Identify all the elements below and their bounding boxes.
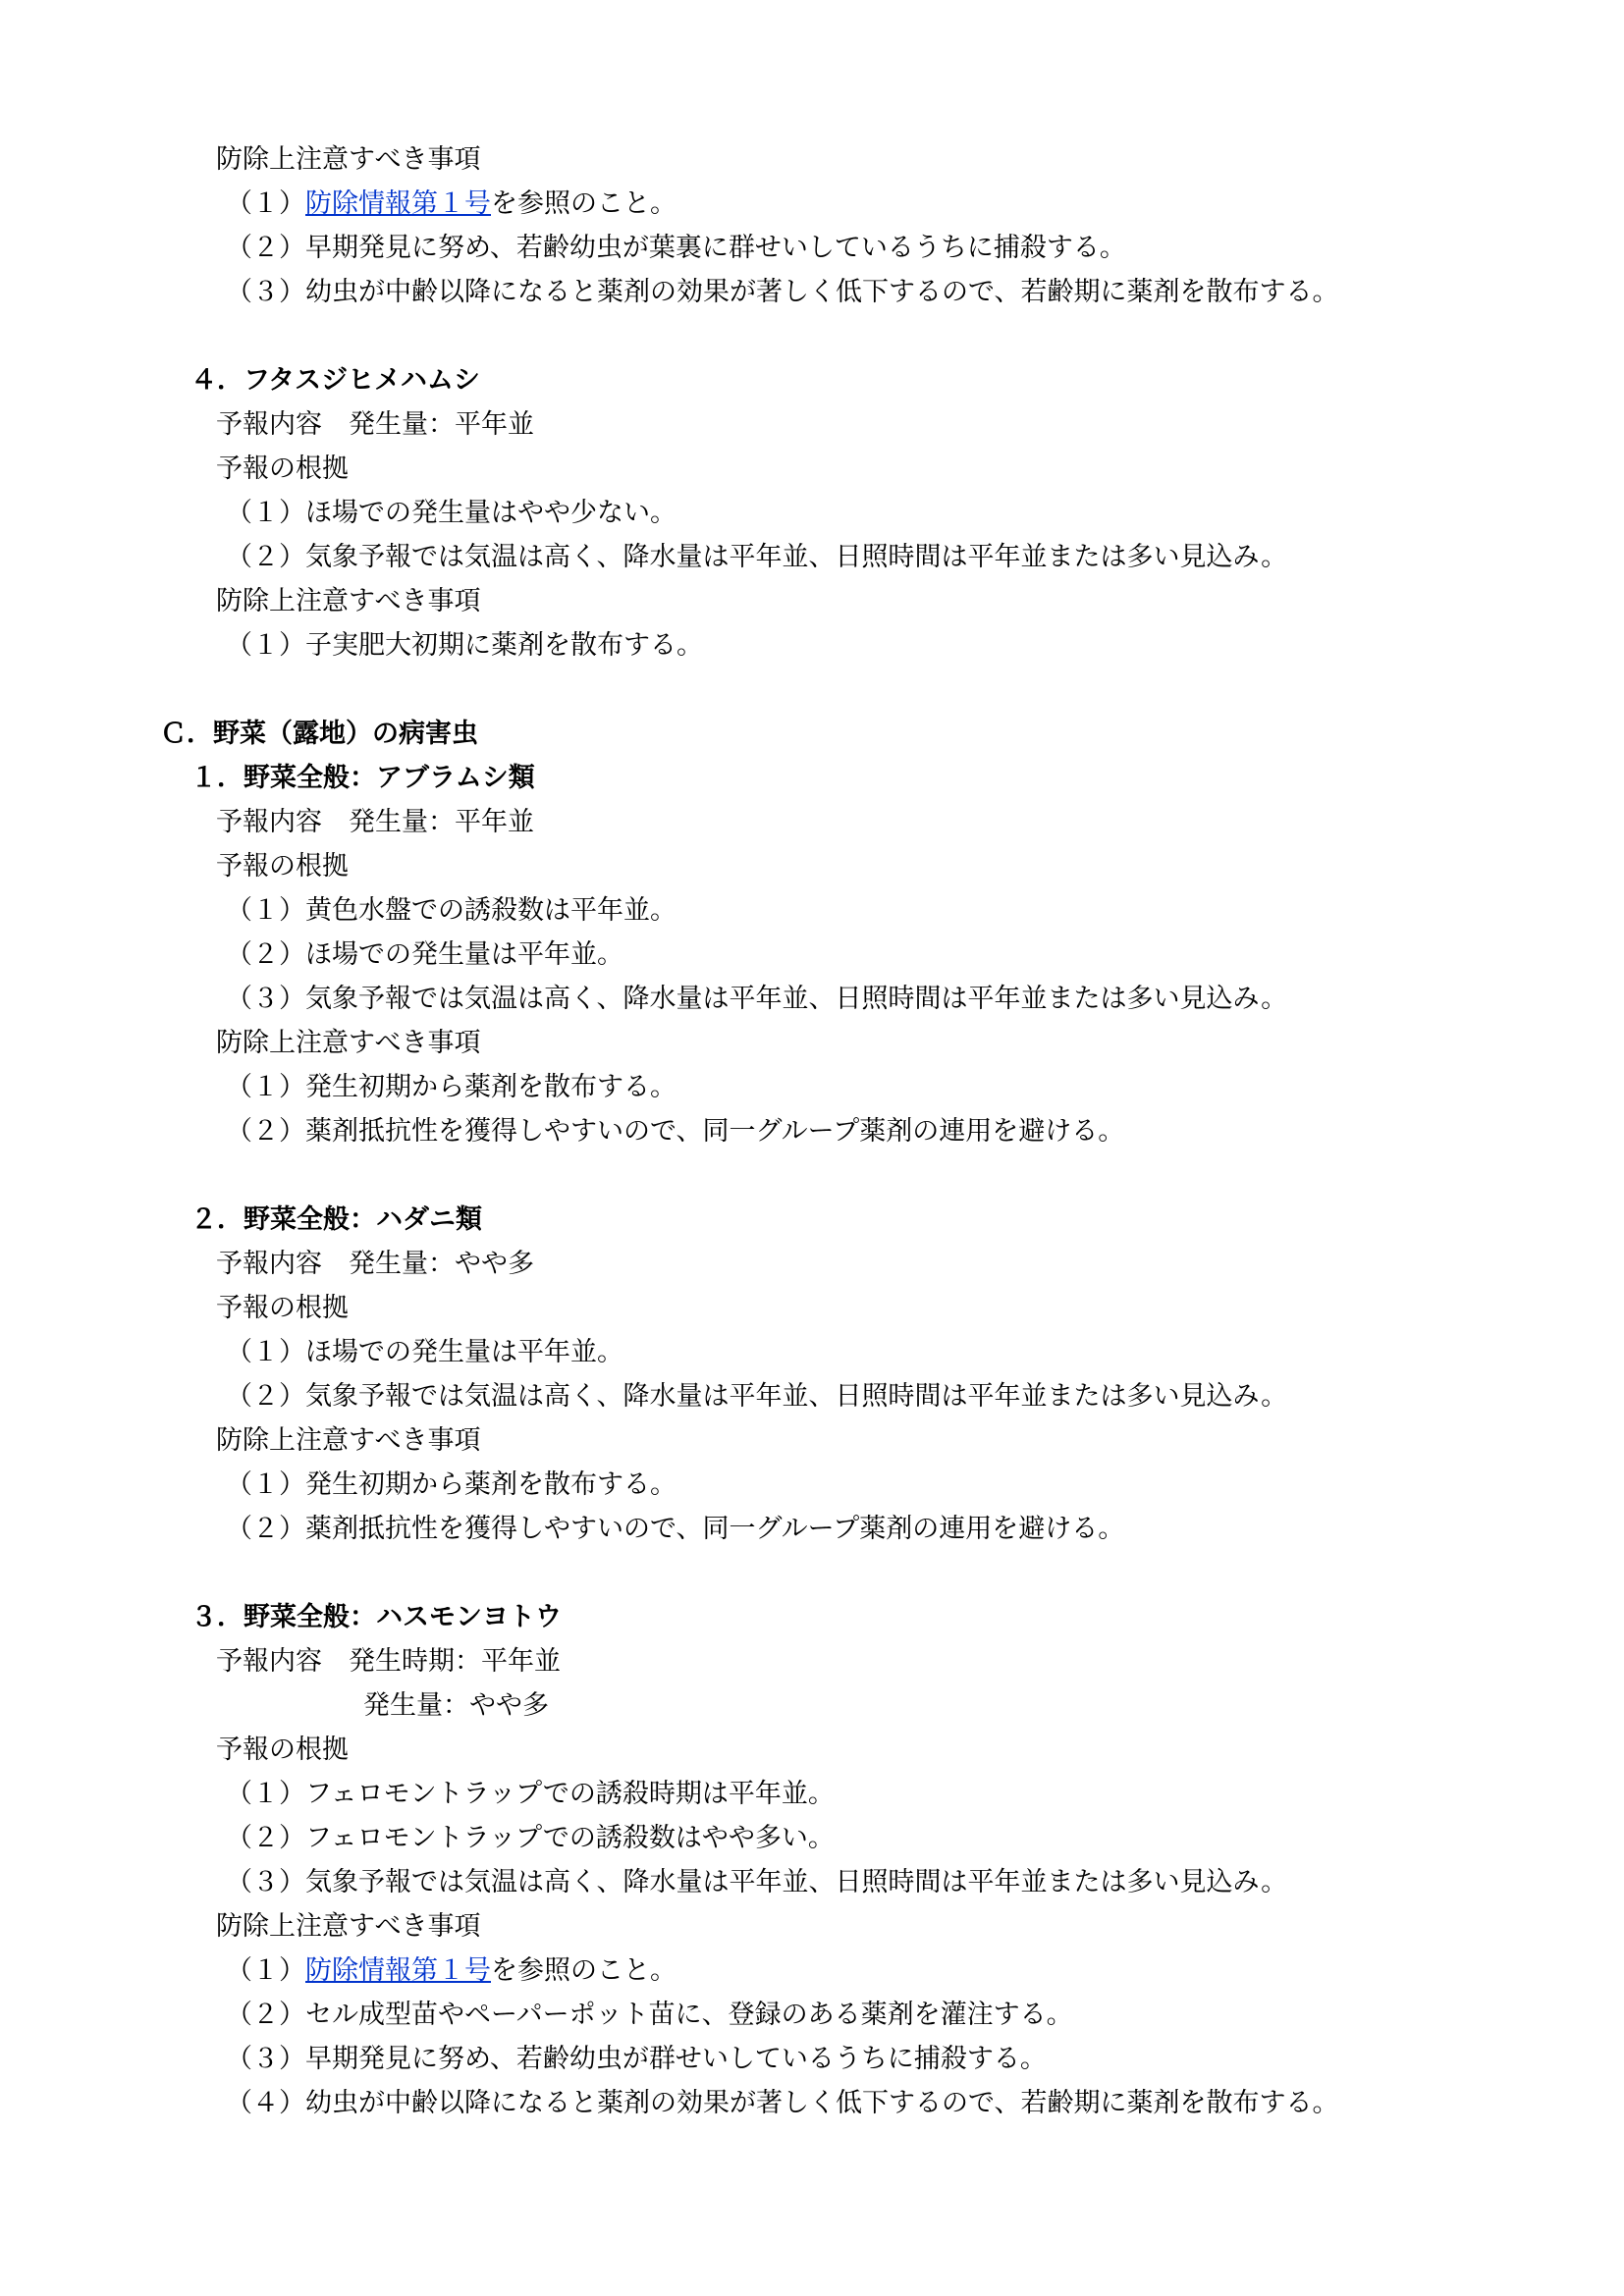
prevention-item: （２）セル成型苗やペーパーポット苗に、登録のある薬剤を灌注する。 [226,2000,1073,2030]
prevention-item: （１）子実肥大初期に薬剤を散布する。 [226,630,703,661]
prevention-item: （２）薬剤抵抗性を獲得しやすいので、同一グループ薬剤の連用を避ける。 [226,1514,1125,1544]
basis-item: （１）ほ場での発生量はやや少ない。 [226,498,677,528]
basis-item: （１）ほ場での発生量は平年並。 [226,1337,623,1367]
item-number: （３） [226,277,305,307]
basis-item: （２）フェロモントラップでの誘殺数はやや多い。 [226,1823,835,1853]
forecast-line: 予報内容 発生量：平年並 [216,807,534,837]
bojo-joho-link[interactable]: 防除情報第１号 [305,188,491,219]
prevention-item: （１）発生初期から薬剤を散布する。 [226,1469,677,1500]
forecast-line: 予報内容 発生量：平年並 [216,409,534,440]
prevention-item-1 [226,1953,677,1989]
forecast-line: 予報内容 発生量：やや多 [216,1249,534,1279]
item-text: を参照のこと。 [491,188,677,219]
item-text: を参照のこと。 [491,1955,677,1986]
basis-item: （３）気象予報では気温は高く、降水量は平年並、日照時間は平年並または多い見込み。 [226,984,1288,1014]
basis-item: （２）気象予報では気温は高く、降水量は平年並、日照時間は平年並または多い見込み。 [226,542,1288,572]
basis-item: （２）気象予報では気温は高く、降水量は平年並、日照時間は平年並または多い見込み。 [226,1381,1288,1412]
prevention-item-3 [226,275,1338,310]
prevention-item-1 [226,187,677,222]
pest-title-cutworm: ３．野菜全般：ハスモンヨトウ [190,1602,562,1632]
prevention-heading: 防除上注意すべき事項 [216,1028,481,1058]
basis-item: （３）気象予報では気温は高く、降水量は平年並、日照時間は平年並または多い見込み。 [226,1867,1288,1897]
pest-title-futasuji: ４．フタスジヒメハムシ [190,365,480,396]
prevention-item: （４）幼虫が中齢以降になると薬剤の効果が著しく低下するので、若齢期に薬剤を散布する。 [226,2088,1339,2118]
basis-heading: 予報の根拠 [216,454,349,484]
basis-heading: 予報の根拠 [216,851,349,881]
basis-item: （１）黄色水盤での誘殺数は平年並。 [226,895,677,926]
prevention-item: （１）発生初期から薬剤を散布する。 [226,1072,677,1102]
prevention-item: （３）早期発見に努め、若齢幼虫が群せいしているうちに捕殺する。 [226,2044,1047,2074]
prevention-heading: 防除上注意すべき事項 [216,586,481,616]
item-number: （１） [226,1955,305,1986]
forecast-line-timing: 予報内容 発生時期：平年並 [216,1646,561,1677]
prevention-heading: 防除上注意すべき事項 [216,1425,481,1456]
item-number: （２） [226,233,305,263]
bojo-joho-link[interactable]: 防除情報第１号 [305,1955,491,1986]
basis-heading: 予報の根拠 [216,1735,349,1765]
pest-title-mites: ２．野菜全般：ハダニ類 [190,1204,482,1235]
prevention-heading: 防除上注意すべき事項 [216,144,481,175]
prevention-item-2 [226,231,1126,266]
pest-title-aphids: １．野菜全般：アブラムシ類 [190,763,535,793]
basis-heading: 予報の根拠 [216,1293,349,1323]
item-number: （１） [226,188,305,219]
section-title-c: Ｃ．野菜（露地）の病害虫 [160,719,478,749]
basis-item: （１）フェロモントラップでの誘殺時期は平年並。 [226,1779,835,1809]
basis-item: （２）ほ場での発生量は平年並。 [226,939,623,970]
forecast-line-amount: 発生量：やや多 [363,1690,549,1721]
prevention-heading: 防除上注意すべき事項 [216,1911,481,1942]
item-text: 幼虫が中齢以降になると薬剤の効果が著しく低下するので、若齢期に薬剤を散布する。 [305,277,1339,307]
prevention-item: （２）薬剤抵抗性を獲得しやすいので、同一グループ薬剤の連用を避ける。 [226,1116,1125,1147]
item-text: 早期発見に努め、若齢幼虫が葉裏に群せいしているうちに捕殺する。 [305,233,1126,263]
